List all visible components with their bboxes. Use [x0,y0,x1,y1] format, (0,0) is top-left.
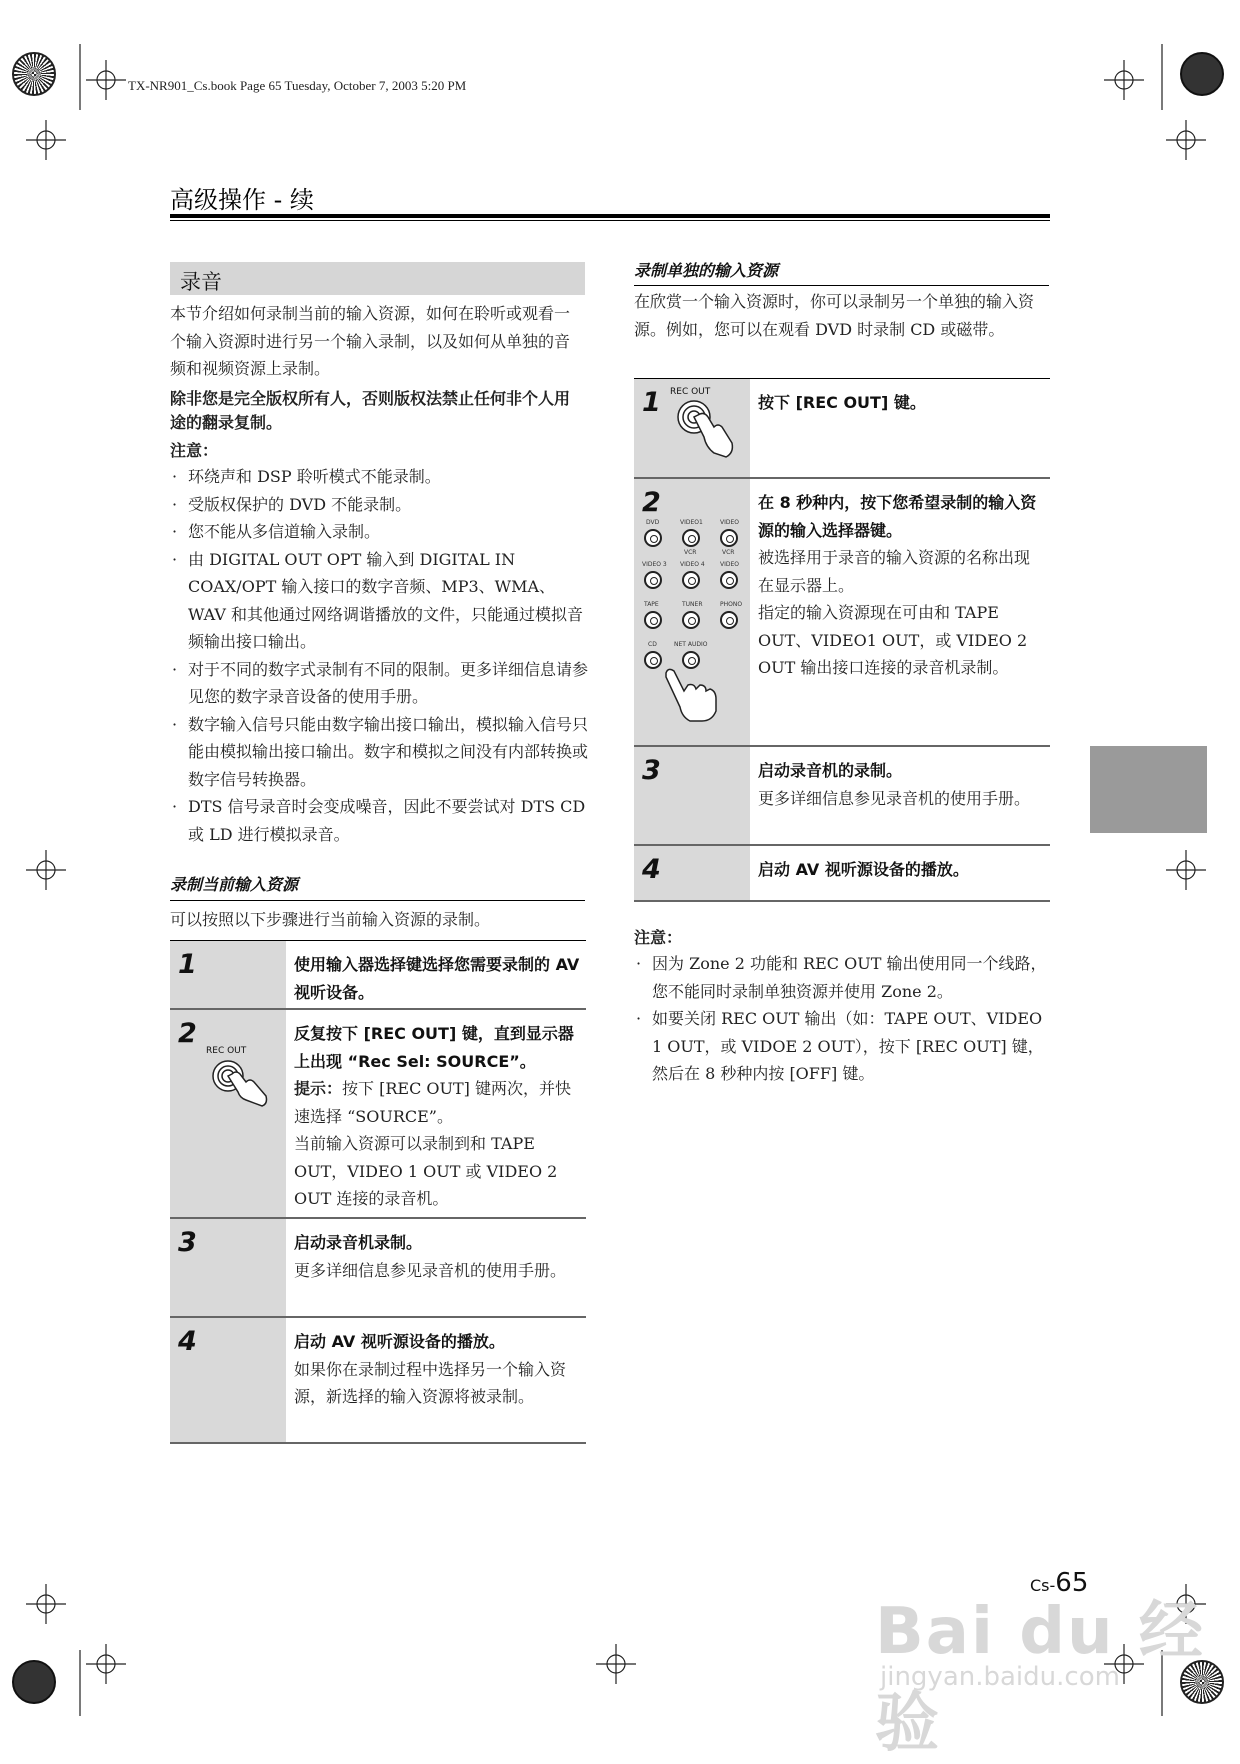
section-heading-box [170,262,585,295]
subsection-heading-current: 录制当前输入资源 [170,875,299,894]
video4-selector-button[interactable] [682,571,700,589]
jack-label-video5: VIDEO [720,561,740,568]
step-number: 1 [642,387,661,418]
baidu-watermark-url: jingyan.baidu.com [880,1662,1120,1692]
jack-label-tape: TAPE [644,601,659,608]
step-title: 按下 [REC OUT] 键。 [758,393,926,412]
hint-text: 按下 [REC OUT] 键两次，并快速选择 “SOURCE”。 [294,1079,572,1126]
separate-steps [634,378,1050,902]
step-body: 如果你在录制过程中选择另一个输入资源，新选择的输入资源将被录制。 [294,1359,567,1406]
step-body: 被选择用于录音的输入资源的名称出现在显示器上。 [758,548,1031,595]
jack-label-video2: VIDEO [720,519,740,526]
step-body: 当前输入资源可以录制到和 TAPE OUT，VIDEO 1 OUT 或 VIDEO 2 OUT 连接的录音机。 [294,1134,558,1208]
page-number [1030,1568,1088,1598]
step-title: 在 8 秒种内，按下您希望录制的输入资源的输入选择器键。 [758,493,1037,540]
note-label: 注意： [170,441,219,460]
hint-label: 提示： [294,1079,343,1098]
step-row [170,1219,586,1318]
step-number: 3 [642,755,661,786]
jack-label-video1: VIDEO1 [680,519,703,526]
finger-press-icon [662,667,722,723]
step-row [170,1010,586,1219]
current-lead: 可以按照以下步骤进行当前输入资源的录制。 [170,910,491,929]
section-heading: 录音 [180,270,222,294]
video5-selector-button[interactable] [720,571,738,589]
page-prefix: Cs- [1030,1576,1056,1595]
note-item: · 数字输入信号只能由数字输出接口输出，模拟输入信号只能由模拟输出接口输出。数字和模拟之间没有内部转换或数字信号转换器。 [170,711,590,794]
separate-lead: 在欣赏一个输入资源时，你可以录制另一个单独的输入资源。例如，您可以在观看 DVD 时录制 CD 或磁带。 [634,292,1035,339]
step-title: 反复按下 [REC OUT] 键，直到显示器上出现 “Rec Sel: SOURCE”。 [294,1024,574,1071]
rec-out-button-label: REC OUT [206,1046,247,1056]
subsection-rule [170,900,585,901]
jack-label-vcr: VCR [684,549,697,556]
step-title: 启动 AV 视听源设备的播放。 [758,860,969,879]
note-item: · 对于不同的数字式录制有不同的限制。更多详细信息请参见您的数字录音设备的使用手册。 [170,656,590,711]
print-header: TX-NR901_Cs.book Page 65 Tuesday, October 7, 2003 5:20 PM [128,78,467,93]
notes-list-right [634,950,1054,1088]
copyright-warning: 除非您是完全版权所有人，否则版权法禁止任何非个人用途的翻录复制。 [170,389,571,432]
note-item: · 环绕声和 DSP 聆听模式不能录制。 [170,463,590,491]
step-number: 3 [178,1227,197,1258]
jack-label-video4: VIDEO 4 [680,561,705,568]
jack-label-phono: PHONO [720,601,743,608]
side-tab [1090,746,1207,833]
note-item: · 受版权保护的 DVD 不能录制。 [170,491,590,519]
jack-label-vcr2: VCR [722,549,735,556]
step-title: 启动 AV 视听源设备的播放。 [294,1332,505,1351]
step-number: 2 [642,487,661,518]
rec-out-button-label: REC OUT [670,387,711,397]
notes-list [170,463,590,848]
note-item: · 您不能从多信道输入录制。 [170,518,590,546]
video1-selector-button[interactable] [682,529,700,547]
video3-selector-button[interactable] [644,571,662,589]
step-number: 2 [178,1018,197,1049]
cd-selector-button[interactable] [644,651,662,669]
note-item: · 因为 Zone 2 功能和 REC OUT 输出使用同一个线路，您不能同时录制单独资源并使用 Zone 2。 [634,950,1054,1005]
note-label-right: 注意： [634,928,683,947]
step-row [634,479,1050,747]
jack-label-net: NET AUDIO [674,641,708,648]
input-selector-panel [634,519,750,719]
current-steps [170,940,586,1444]
rec-out-button-press-icon [210,1058,274,1114]
step-row [634,846,1050,902]
step-body-2: 指定的输入资源现在可由和 TAPE OUT、VIDEO1 OUT，或 VIDEO 2 OUT 输出接口连接的录音机录制。 [758,603,1028,677]
step-row [170,941,586,1010]
step-row [634,379,1050,479]
jack-label-video3: VIDEO 3 [642,561,667,568]
tape-selector-button[interactable] [644,611,662,629]
step-row [170,1318,586,1444]
jack-label-cd: CD [648,641,657,648]
page-number-value: 65 [1055,1568,1089,1598]
phono-selector-button[interactable] [720,611,738,629]
subsection-rule [634,285,1049,286]
step-title: 启动录音机录制。 [294,1233,423,1252]
note-item: · DTS 信号录音时会变成噪音，因此不要尝试对 DTS CD 或 LD 进行模拟录音。 [170,793,590,848]
dvd-selector-button[interactable] [644,529,662,547]
video2-selector-button[interactable] [720,529,738,547]
step-number: 4 [642,854,661,885]
jack-label-dvd: DVD [646,519,660,526]
step-number: 4 [178,1326,197,1357]
step-body: 更多详细信息参见录音机的使用手册。 [758,788,1031,808]
tuner-selector-button[interactable] [682,611,700,629]
step-title: 启动录音机的录制。 [758,761,903,780]
jack-label-tuner: TUNER [682,601,703,608]
note-item: · 由 DIGITAL OUT OPT 输入到 DIGITAL IN COAX/OPT 输入接口的数字音频、MP3、WMA、WAV 和其他通过网络调谐播放的文件，只能通过模拟音频输出接口输出。 [170,546,590,656]
page-title: 高级操作 - 续 [170,186,314,214]
step-body: 更多详细信息参见录音机的使用手册。 [294,1260,567,1280]
step-title: 使用输入器选择键选择您需要录制的 AV 视听设备。 [294,955,580,1002]
title-rule [170,214,1050,218]
title-rule-thin [170,220,1050,221]
rec-out-button-press-icon [674,397,738,467]
subsection-heading-separate: 录制单独的输入资源 [634,261,779,280]
section-intro: 本节介绍如何录制当前的输入资源，如何在聆听或观看一个输入资源时进行另一个输入录制，以及如何从单独的音频和视频资源上录制。 [170,304,571,378]
baidu-watermark: Bai du 经验 [875,1595,1205,1761]
step-row [634,747,1050,846]
step-number: 1 [178,949,197,980]
note-item: · 如要关闭 REC OUT 输出（如：TAPE OUT、VIDEO 1 OUT，或 VIDOE 2 OUT），按下 [REC OUT] 键，然后在 8 秒种内按 [OFF] 键。 [634,1005,1054,1088]
